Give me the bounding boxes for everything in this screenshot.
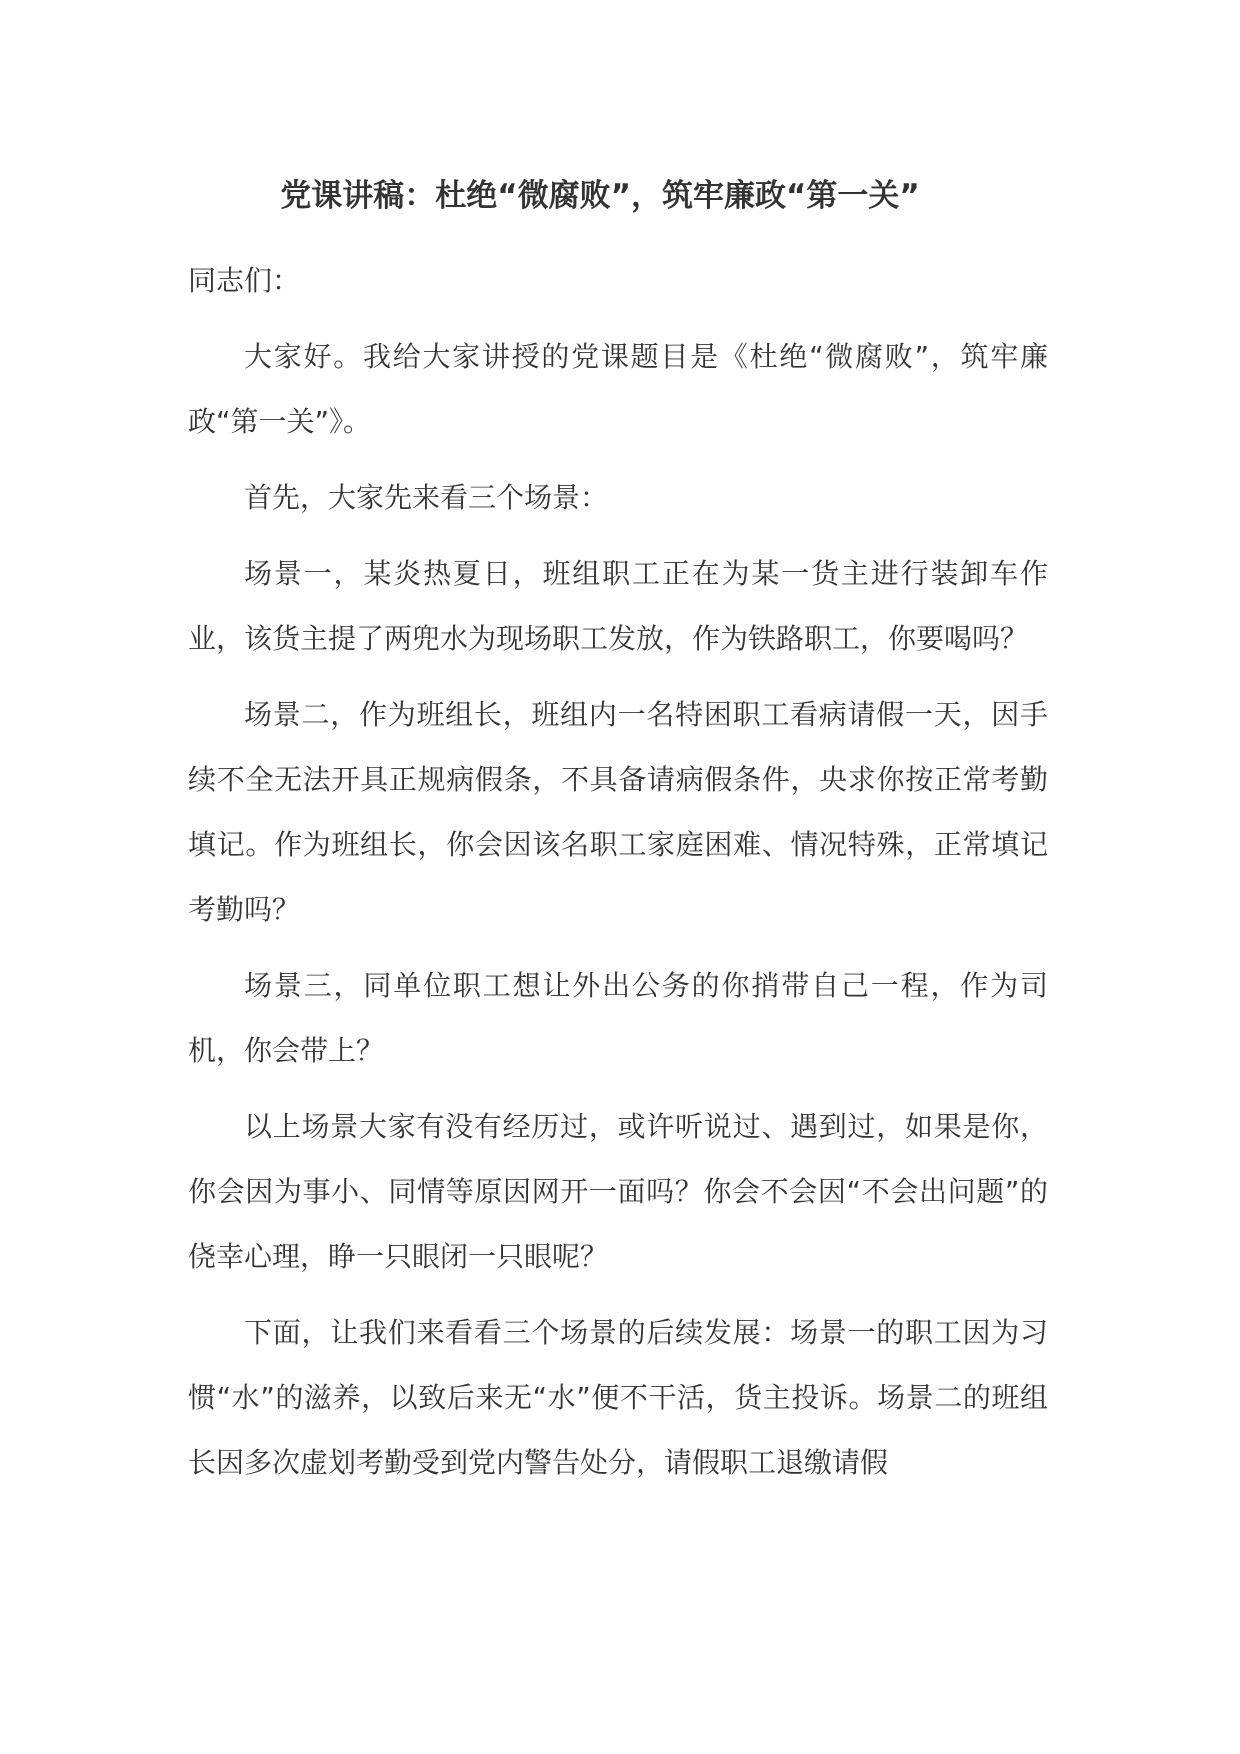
paragraph-intro: 大家好。我给大家讲授的党课题目是《杜绝“微腐败”，筑牢廉政“第一关”》。 [188, 340, 1048, 438]
paragraph-scenes-lead: 首先，大家先来看三个场景： [244, 481, 609, 514]
document-title: 党课讲稿：杜绝“微腐败”，筑牢廉政“第一关” [280, 178, 920, 214]
paragraph-reflection: 以上场景大家有没有经历过，或许听说过、遇到过，如果是你，你会因为事小、同情等原因网开一面吗？你会不会因“不会出问题”的侥幸心理，睁一只眼闭一只眼呢？ [188, 1110, 1048, 1273]
paragraph-scene-three: 场景三，同单位职工想让外出公务的你捎带自己一程，作为司机，你会带上？ [188, 969, 1048, 1067]
paragraph-scene-two: 场景二，作为班组长，班组内一名特困职工看病请假一天，因手续不全无法开具正规病假条，不具备请病假条件，央求你按正常考勤填记。作为班组长，你会因该名职工家庭困难、情况特殊，正常填记考勤吗？ [188, 698, 1048, 926]
paragraph-outcomes: 下面，让我们来看看三个场景的后续发展：场景一的职工因为习惯“水”的滋养，以致后来无“水”便不干活，货主投诉。场景二的班组长因多次虚划考勤受到党内警告处分，请假职工退缴请假 [188, 1316, 1048, 1479]
salutation: 同志们： [188, 264, 301, 297]
paragraph-scene-one: 场景一，某炎热夏日，班组职工正在为某一货主进行装卸车作业，该货主提了两兜水为现场职工发放，作为铁路职工，你要喝吗？ [188, 557, 1048, 655]
document-body [188, 248, 1048, 1495]
